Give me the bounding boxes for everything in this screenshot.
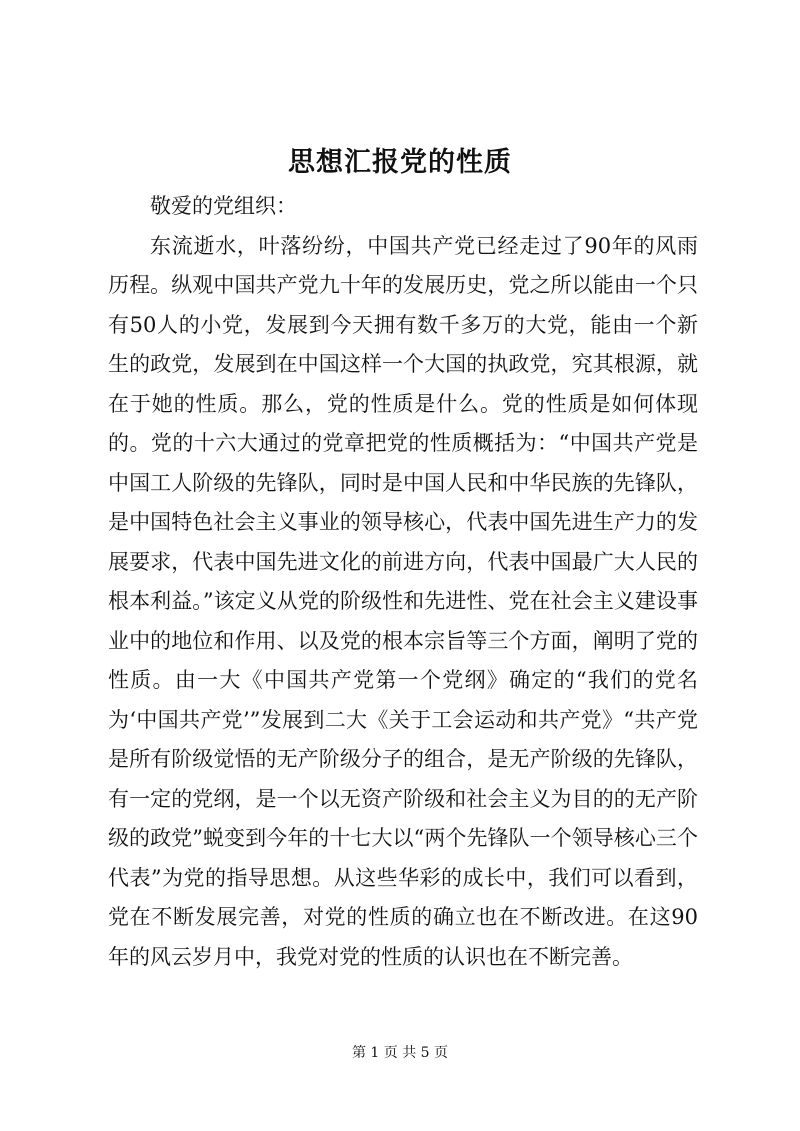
document-body xyxy=(108,187,698,977)
document-title: 思想汇报党的性质 xyxy=(288,147,512,178)
body-paragraph: 东流逝水，叶落纷纷，中国共产党已经走过了90年的风雨历程。纵观中国共产党九十年的发展历史，党之所以能由一个只有50人的小党，发展到今天拥有数千多万的大党，能由一个新生的政党，发展到在中国这样一个大国的执政党，究其根源，就在于她的性质。那么，党的性质是什么。党的性质是如何体现的。党的十六大通过的党章把党的性质概括为：“中国共产党是中国工人阶级的先锋队，同时是中国人民和中华民族的先锋队，是中国特色社会主义事业的领导核心，代表中国先进生产力的发展要求，代表中国先进文化的前进方向，代表中国最广大人民的根本利益。”该定义从党的阶级性和先进性、党在社会主义建设事业中的地位和作用、以及党的根本宗旨等三个方面，阐明了党的性质。由一大《中国共产党第一个党纲》确定的“我们的党名为‘中国共产党’”发展到二大《关于工会运动和共产党》“共产党是所有阶级觉悟的无产阶级分子的组合，是无产阶级的先锋队，有一定的党纲，是一个以无资产阶级和社会主义为目的的无产阶级的政党”蜕变到今年的十七大以“两个先锋队一个领导核心三个代表”为党的指导思想。从这些华彩的成长中，我们可以看到，党在不断发展完善，对党的性质的确立也在不断改进。在这90年的风云岁月中，我党对党的性质的认识也在不断完善。 xyxy=(108,233,698,969)
page-footer: 第 1 页 共 5 页 xyxy=(351,1045,449,1061)
salutation: 敬爱的党组织： xyxy=(150,194,297,218)
